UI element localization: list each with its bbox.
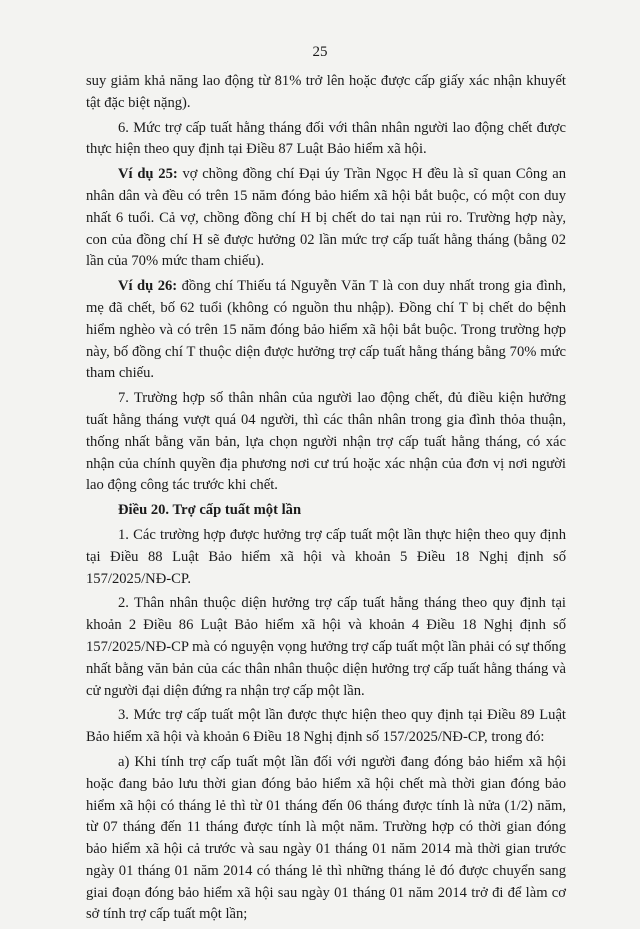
page-number: 25 [312,44,328,60]
example-26-text: đồng chí Thiếu tá Nguyễn Văn T là con duy nhất trong gia đình, mẹ đã chết, bố 62 tuổi (không có nguồn thu nhập). Đồng chí T bị chết do bệnh hiểm nghèo và có trên 15 năm đóng bảo hiểm xã hội bắt buộc. Trong trường hợp này, bố đồng chí T thuộc diện được hưởng trợ cấp tuất hằng tháng bằng 70% mức tham chiếu. [86,278,566,382]
article-clause-3a: a) Khi tính trợ cấp tuất một lần đối với người đang đóng bảo hiểm xã hội hoặc đang bảo lưu thời gian đóng bảo hiểm xã hội chết mà thời gian đóng bảo hiểm xã hội có tháng lẻ thì từ 01 tháng đến 06 tháng được tính là nửa (1/2) năm, từ 07 tháng đến 11 tháng được tính là một năm. Trường hợp có thời gian đóng bảo hiểm xã hội cả trước và sau ngày 01 tháng 01 năm 2014 mà thời gian trước ngày 01 tháng 01 năm 2014 có tháng lẻ thì những tháng lẻ đó được chuyển sang giai đoạn đóng bảo hiểm xã hội sau ngày 01 tháng 01 năm 2014 trở đi để làm cơ sở tính trợ cấp tuất một lần; [86,753,566,923]
example-25-label: Ví dụ 25: [118,166,178,183]
paragraph-item-7: 7. Trường hợp số thân nhân của người lao động chết, đủ điều kiện hưởng tuất hằng tháng vượt quá 04 người, thì các thân nhân trong gia đình thỏa thuận, thống nhất bằng văn bản, lựa chọn người nhận trợ cấp tuất hằng tháng, có xác nhận của chính quyền địa phương nơi cư trú hoặc xác nhận của đơn vị nơi người lao động công tác trước khi chết. [86,390,566,494]
article-clause-3: 3. Mức trợ cấp tuất một lần được thực hiện theo quy định tại Điều 89 Luật Bảo hiểm xã hội và khoản 6 Điều 18 Nghị định số 157/2025/NĐ-CP, trong đó: [86,707,566,746]
example-25-text: vợ chồng đồng chí Đại úy Trần Ngọc H đều là sĩ quan Công an nhân dân và đều có trên 15 năm đóng bảo hiểm xã hội bắt buộc, có một con duy nhất 6 tuổi. Cả vợ, chồng đồng chí H bị chết do tai nạn rủi ro. Trường hợp này, con của đồng chí H sẽ được hưởng 02 lần mức trợ cấp tuất hằng tháng (bằng 02 lần của 70% mức tham chiếu). [86,166,566,270]
article-clause-2: 2. Thân nhân thuộc diện hưởng trợ cấp tuất hằng tháng theo quy định tại khoản 2 Điều 86 Luật Bảo hiểm xã hội và khoản 4 Điều 18 Nghị định số 157/2025/NĐ-CP mà có nguyện vọng hưởng trợ cấp tuất một lần phải có sự thống nhất bằng văn bản của các thân nhân thuộc diện hưởng trợ cấp tuất hằng tháng và cử người đại diện đứng ra nhận trợ cấp một lần. [86,595,566,699]
article-heading: Điều 20. Trợ cấp tuất một lần [118,502,302,519]
example-25 [86,164,566,273]
document-body [86,71,566,929]
paragraph-item-6: 6. Mức trợ cấp tuất hằng tháng đối với thân nhân người lao động chết được thực hiện theo quy định tại Điều 87 Luật Bảo hiểm xã hội. [86,119,566,158]
example-26 [86,276,566,385]
paragraph-continuation: suy giảm khả năng lao động từ 81% trở lên hoặc được cấp giấy xác nhận khuyết tật đặc biệt nặng). [86,73,566,111]
example-26-label: Ví dụ 26: [118,278,178,295]
article-clause-1: 1. Các trường hợp được hưởng trợ cấp tuất một lần thực hiện theo quy định tại Điều 88 Luật Bảo hiểm xã hội và khoản 5 Điều 18 Nghị định số 157/2025/NĐ-CP. [86,526,566,587]
